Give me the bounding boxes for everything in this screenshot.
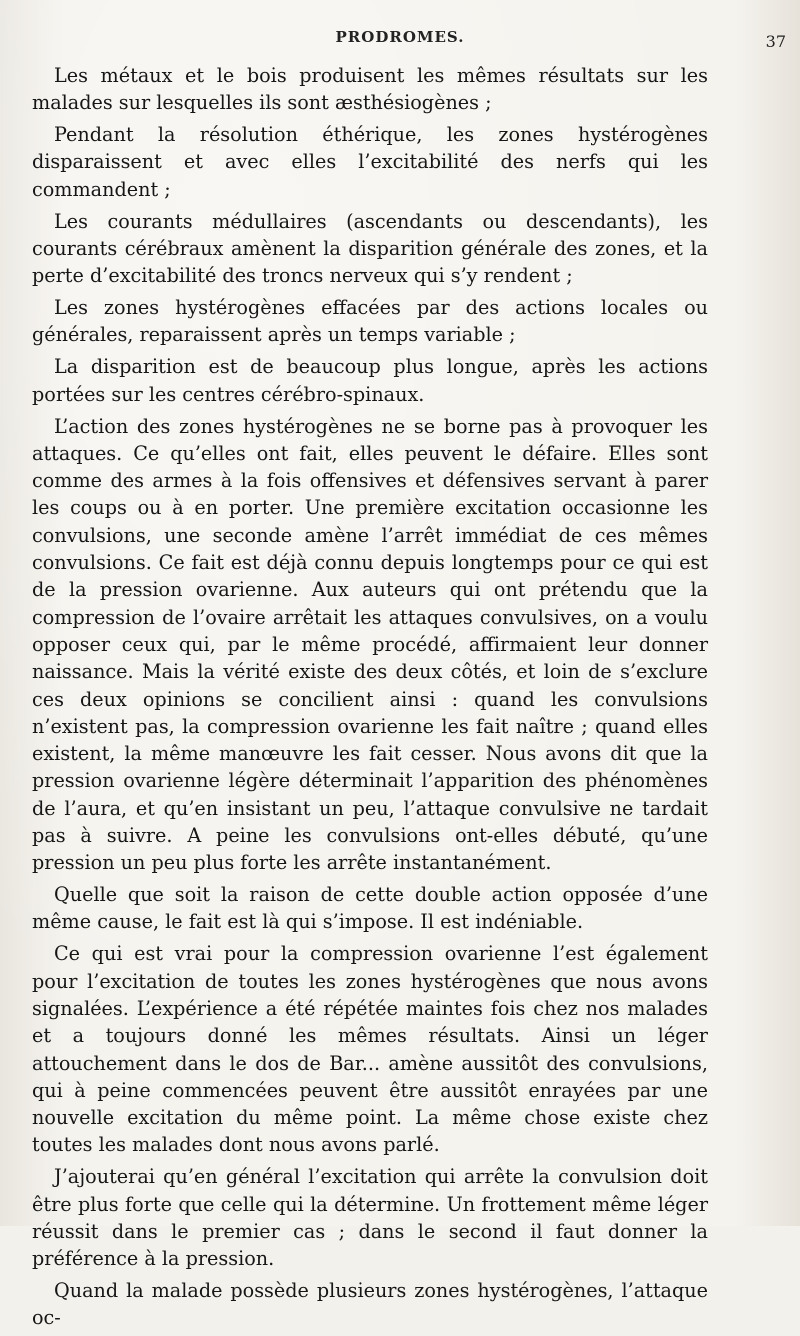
- paragraph: La disparition est de beaucoup plus longue, après les actions portées sur les centres cérébro-spinaux.: [32, 355, 708, 406]
- running-title: PRODROMES.: [335, 28, 465, 46]
- paragraph: L’action des zones hystérogènes ne se borne pas à provoquer les attaques. Ce qu’elles ont fait, elles peuvent le défaire. Elles sont comme des armes à la fois offensives et défensives servant à parer les coups ou à en porter. Une première excitation occasionne les convulsions, une seconde amène l’arrêt immédiat de ces mêmes convulsions. Ce fait est déjà connu depuis longtemps pour ce qui est de la pression ovarienne. Aux auteurs qui ont prétendu que la compression de l’ovaire arrêtait les attaques convulsives, on a voulu opposer ceux qui, par le même procédé, affirmaient leur donner naissance. Mais la vérité existe des deux côtés, et loin de s’exclure ces deux opinions se concilient ainsi : quand les convulsions n’existent pas, la compression ovarienne les fait naître ; quand elles existent, la même manœuvre les fait cesser. Nous avons dit que la pression ovarienne légère déterminait l’apparition des phénomènes de l’aura, et qu’en insistant un peu, l’attaque convulsive ne tardait pas à suivre. A peine les convulsions ont-elles débuté, qu’une pression un peu plus forte les arrête instantanément.: [32, 414, 708, 875]
- paragraph: Ce qui est vrai pour la compression ovarienne l’est également pour l’excitation de toutes les zones hystérogènes que nous avons signalées. L’expérience a été répétée maintes fois chez nos malades et a toujours donné les mêmes résultats. Ainsi un léger attouchement dans le dos de Bar... amène aussitôt des convulsions, qui à peine commencées peuvent être aussitôt enrayées par une nouvelle excitation du même point. La même chose existe chez toutes les malades dont nous avons parlé.: [32, 942, 708, 1157]
- page-number: 37: [765, 32, 786, 51]
- paragraph: Pendant la résolution éthérique, les zones hystérogènes disparaissent et avec elles l’excitabilité des nerfs qui les commandent ;: [32, 123, 708, 201]
- paragraph: J’ajouterai qu’en général l’excitation qui arrête la convulsion doit être plus forte que celle qui la détermine. Un frottement même léger réussit dans le premier cas ; dans le second il faut donner la préférence à la pression.: [32, 1165, 708, 1271]
- paragraph: Les zones hystérogènes effacées par des actions locales ou générales, reparaissent après un temps variable ;: [32, 296, 708, 347]
- page-header: [0, 26, 800, 50]
- paragraph: Les courants médullaires (ascendants ou descendants), les courants cérébraux amènent la disparition générale des zones, et la perte d’excitabilité des troncs nerveux qui s’y rendent ;: [32, 209, 708, 288]
- paragraph: Quand la malade possède plusieurs zones hystérogènes, l’attaque oc-: [32, 1279, 708, 1330]
- paragraph: Les métaux et le bois produisent les mêmes résultats sur les malades sur lesquelles ils sont æsthésiogènes ;: [32, 64, 708, 115]
- paragraph: Quelle que soit la raison de cette double action opposée d’une même cause, le fait est là qui s’impose. Il est indéniable.: [32, 883, 708, 934]
- body-text: [32, 62, 708, 1336]
